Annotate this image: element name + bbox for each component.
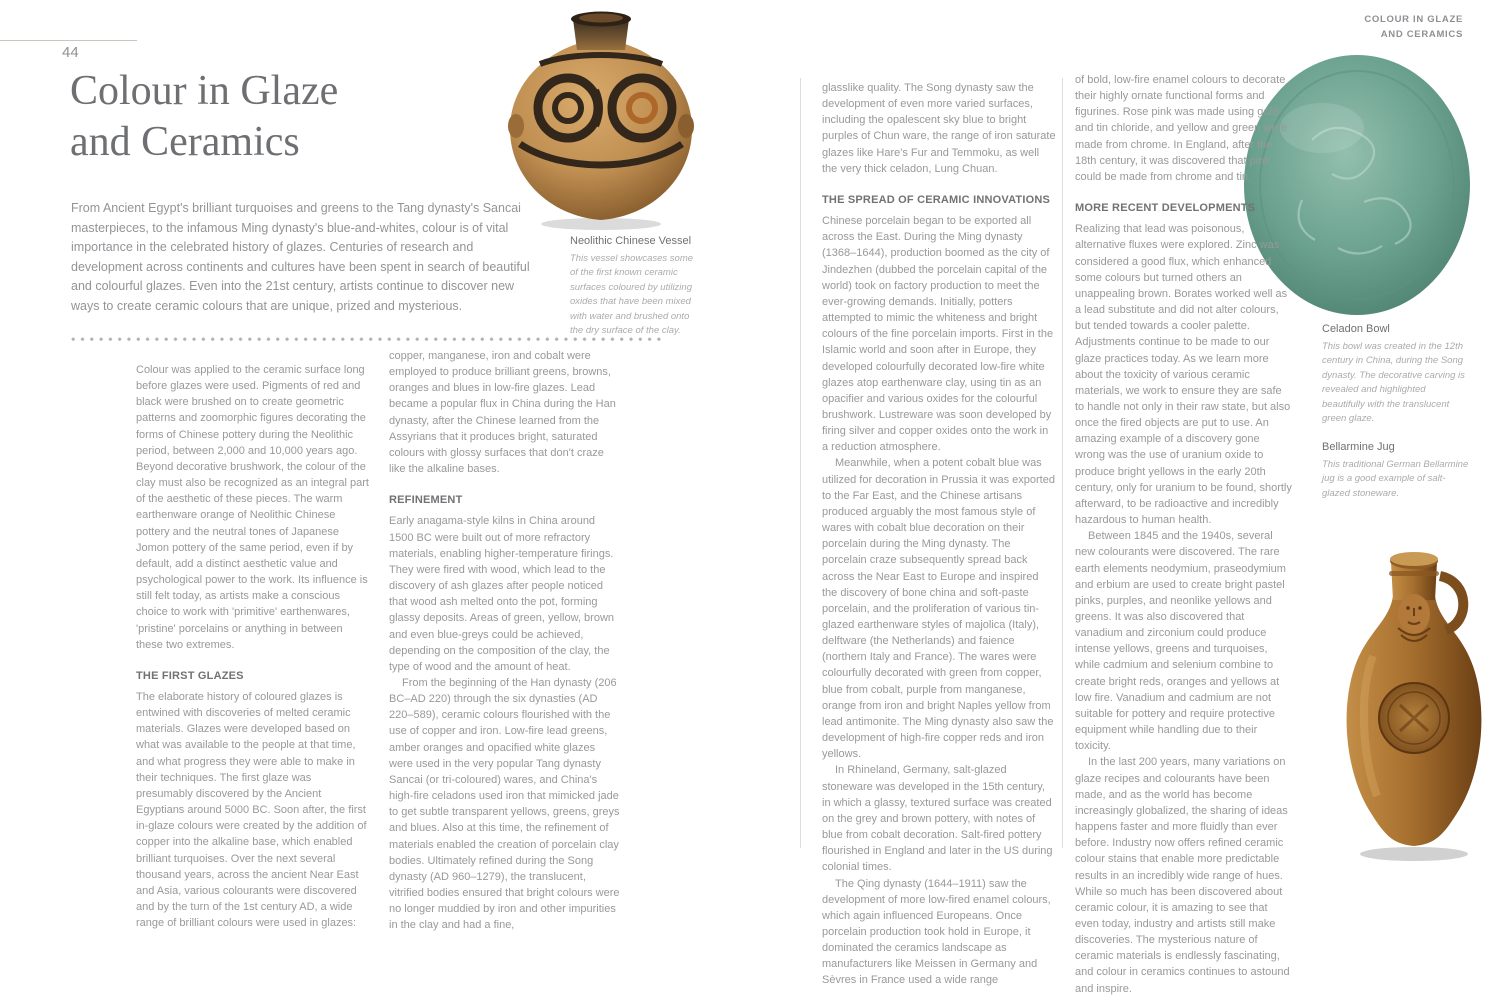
body-paragraph: In Rhineland, Germany, salt-glazed stoneware was developed in the 15th century, in which a glassy, textured surface was created on the grey and brown pottery, with notes of blue from cobalt decoration. Salt-fired pottery flourished in England and later in the US during colonial times.	[822, 764, 1053, 874]
neolithic-vessel-image	[478, 6, 724, 232]
neolithic-vessel-illustration	[478, 6, 724, 232]
body-paragraph: Meanwhile, when a potent cobalt blue was utilized for decoration in Prussia it was exported to the Far East, and the Chinese artisans produced arguably the most famous style of wares with cobalt blue decoration on their porcelain during the Ming dynasty. The porcelain craze subsequently spread back across the Near East to Europe and inspired the discovery of bone china and soft-paste porcelain, and the proliferation of various tin-glazed earthenware styles of majolica (Italy), delftware (the Netherlands) and faience (northern Italy and France). The wares were colourfully decorated with green from copper, blue from cobalt, purple from manganese, orange from iron and bright Naples yellow from lead antimonite. The Ming dynasty also saw the development of high-fire copper reds and iron yellows.	[822, 457, 1055, 761]
body-paragraph: Colour was applied to the ceramic surface long before glazes were used. Pigments of red and black were brushed on to create geometric patterns and zoomorphic figures decorating the forms of Chinese pottery during the Neolithic period, between 2,000 and 10,000 years ago. Beyond decorative brushwork, the colour of the clay must also be recognized as an integral part of the aesthetic of these pieces. The warm earthenware orange of Neolithic Chinese pottery and the neutral tones of Japanese Jomon pottery of the same period, even if by default, add a distinct aesthetic value and psychological power to the work. Its influence is still felt today, as artists make a conscious choice to work with 'primitive' earthenwares, 'pristine' porcelains or anything in between these two extremes.	[136, 364, 369, 651]
celadon-caption-title: Celadon Bowl	[1322, 323, 1390, 335]
body-paragraph: Early anagama-style kilns in China around 1500 BC were built out of more refractory materials, enabling higher-temperature firings. They were fired with wood, which lead to the discovery of ash glazes after people noticed that wood ash melted onto the pot, forming glassy deposits. Areas of green, yellow, brown and even blue-greys could be achieved, depending on the composition of the clay, the type of wood and the amount of heat.	[389, 515, 615, 673]
body-paragraph: glasslike quality. The Song dynasty saw the development of even more varied surfaces, including the opalescent sky blue to bright purples of Chun ware, the range of iron saturate glazes like Hare's Fur and Temmoku, as well the very thick celadon, Lung Chuan.	[822, 82, 1056, 175]
body-paragraph: Realizing that lead was poisonous, alternative fluxes were explored. Zinc was considered a good flux, which enhanced some colours but turned others an unappealing brown. Borates worked well as a lead substitute and did not alter colours, but tended towards a cooler palette. Adjustments continue to be made to our glaze practices today. As we learn more about the toxicity of various ceramic materials, we work to ensure they are safe to handle not only in their raw state, but also once the fired objects are put to use. An amazing example of a discovery gone wrong was the use of uranium oxide to produce bright yellows in the early 20th century, only for uranium to be found, shortly afterward, to be radioactive and incredibly hazardous to human health.	[1075, 223, 1292, 527]
body-paragraph: In the last 200 years, many variations on glaze recipes and colourants have been made, and as the world has become increasingly globalized, the sharing of ideas happens faster and more fluidly than ever before. Industry now offers refined ceramic colour stains that enable more predictable results in an incredibly wide range of hues. While so much has been discovered about ceramic colour, it is amazing to see that even today, industry and artists still make discoveries. The mysterious nature of ceramic materials is endlessly fascinating, and colour in ceramics continues to astound and inspire.	[1075, 756, 1290, 995]
page-number: 44	[62, 44, 79, 61]
vessel-caption-text: This vessel showcases some of the first known ceramic surfaces coloured by utilizing oxides that have been mixed with water and brushed onto the dry surface of the clay.	[570, 253, 694, 337]
body-paragraph: of bold, low-fire enamel colours to decorate their highly ornate functional forms and figurines. Rose pink was made using gold and tin chloride, and yellow and green were made from chrome. In England, after the 18th century, it was discovered that pink could be made from chrome and tin.	[1075, 74, 1288, 183]
jug-caption-title: Bellarmine Jug	[1322, 441, 1395, 453]
body-paragraph: Between 1845 and the 1940s, several new colourants were discovered. The rare earth elements neodymium, praseodymium and erbium are used to create bright pastel pinks, purples, and neonlike yellows and greens. It was also discovered that vanadium and zirconium could produce intense yellows, greens and turquoises, while cadmium and selenium combine to create bright reds, oranges and yellows at low fire. Vanadium and cadmium are not suitable for pottery and require protective equipment while handling due to their toxicity.	[1075, 530, 1286, 753]
body-column-2	[389, 348, 621, 933]
jug-caption	[1322, 441, 1470, 501]
body-paragraph: copper, manganese, iron and cobalt were employed to produce brilliant greens, browns, oranges and blues in low-fire glazes. Lead became a popular flux in China during the Han dynasty, after the Chinese learned from the Assyrians that it produces bright, saturated colours with glossy surfaces that don't craze like the alkaline bases.	[389, 350, 616, 476]
section-heading-first-glazes: THE FIRST GLAZES	[136, 669, 244, 682]
bellarmine-jug-image	[1328, 534, 1500, 864]
jug-caption-text: This traditional German Bellarmine jug is a good example of salt-glazed stoneware.	[1322, 459, 1469, 499]
body-column-3	[822, 80, 1056, 989]
running-header	[1364, 13, 1463, 42]
top-rule-divider	[0, 40, 137, 41]
section-heading-more-recent-developments: MORE RECENT DEVELOPMENTS	[1075, 202, 1256, 215]
body-paragraph: The elaborate history of coloured glazes is entwined with discoveries of melted ceramic materials. Glazes were developed based on what was available to the people at that time, and what progress they were able to make in their techniques. The first glaze was presumably discovered by the Ancient Egyptians around 5000 BC. Soon after, the first in-glaze colours were created by the addition of copper into the alkaline base, which enabled brilliant turquoises. Over the next several thousand years, across the ancient Near East and Asia, various colourants were discovered and by the turn of the 1st century AD, a wide range of brilliant colours were used in glazes:	[136, 690, 367, 930]
body-column-1	[136, 362, 370, 931]
body-paragraph: The Qing dynasty (1644–1911) saw the development of more low-fired enamel colours, which again influenced Europeans. Once porcelain production took hold in Europe, it dominated the ceramics landscape as manufacturers like Meissen in Germany and Sèvres in France used a wide range	[822, 877, 1051, 987]
celadon-caption-text: This bowl was created in the 12th century in China, during the Song dynasty. The decorative carving is revealed and highlighted beautifully with the translucent green glaze.	[1322, 341, 1465, 425]
vessel-caption	[570, 235, 694, 339]
column-divider-rule	[800, 78, 801, 848]
running-header-line2: AND CERAMICS	[1380, 28, 1463, 40]
vessel-caption-title: Neolithic Chinese Vessel	[570, 235, 692, 247]
bellarmine-jug-illustration	[1328, 534, 1500, 864]
intro-paragraph: From Ancient Egypt's brilliant turquoises and greens to the Tang dynasty's Sancai masterpieces, to the infamous Ming dynasty's blue-and-whites, colour is of vital importance in the celebrated history of glazes. Centuries of research and development across continents and cultures have been spent in search of beautiful and colourful glazes. Even into the 21st century, artists continue to discover new ways to create ceramic colours that are unique, prized and mysterious.	[71, 201, 530, 313]
running-header-line1: COLOUR IN GLAZE	[1364, 14, 1463, 25]
page-title-line1: Colour in Glaze	[70, 68, 339, 114]
page-title-line2: and Ceramics	[70, 119, 300, 166]
body-column-4	[1075, 72, 1292, 997]
section-heading-refinement: REFINEMENT	[389, 494, 463, 507]
column-divider-rule	[1062, 78, 1063, 848]
celadon-caption	[1322, 323, 1470, 427]
section-heading-spread-of-ceramic-innovations: THE SPREAD OF CERAMIC INNOVATIONS	[822, 193, 1051, 206]
body-paragraph: From the beginning of the Han dynasty (206 BC–AD 220) through the six dynasties (AD 220–589), ceramic colours flourished with the use of copper and iron. Low-fire lead greens, amber oranges and opacified white glazes were used in the very popular Tang dynasty Sancai (or tri-coloured) wares, and China's high-fire celadons used iron that mimicked jade to get subtle transparent yellows, greens, greys and blues. Also at this time, the refinement of materials enabled the creation of porcelain clay bodies. Ultimately refined during the Song dynasty (AD 960–1279), the translucent, vitrified bodies ensured that bright colours were no longer muddied by iron and other impurities in the clay and had a fine,	[389, 676, 620, 932]
body-paragraph: Chinese porcelain began to be exported all across the East. During the Ming dynasty (1368–1644), production boomed as the city of Jindezhen (dubbed the porcelain capital of the world) took on factory production to meet the ever-growing demands. Initially, potters attempted to mimic the whiteness and bright colours of the fine porcelain imports. First in the Islamic world and soon after in Europe, they developed colourfully decorated low-fire white glazes atop earthenware clay, using tin as an opacifier and various oxides for the colourful brushwork. Lustreware was soon developed by firing silver and copper oxides onto the work in a reduction atmosphere.	[822, 215, 1054, 454]
